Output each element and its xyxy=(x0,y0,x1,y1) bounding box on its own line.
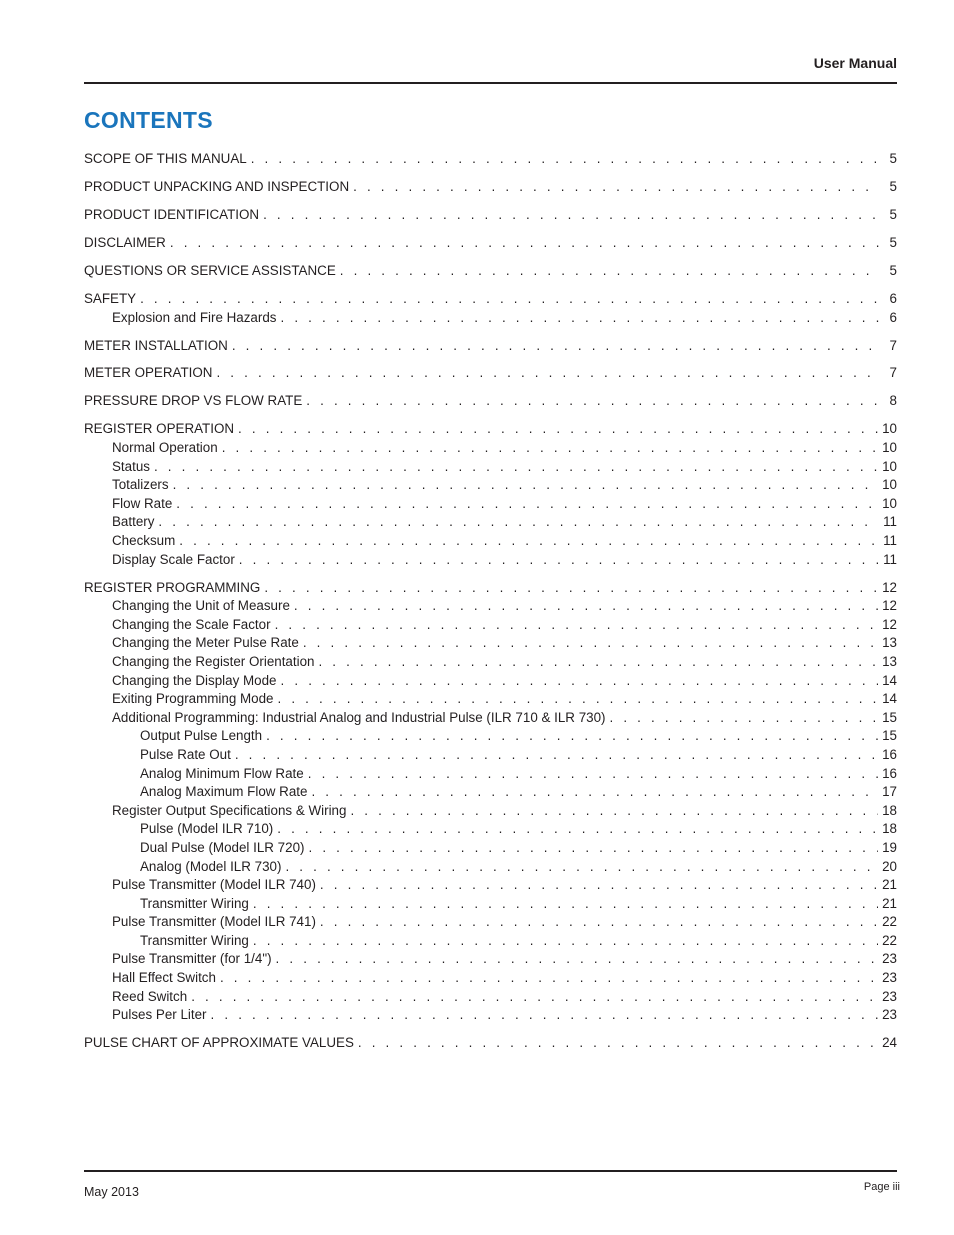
toc-entry-page: 5 xyxy=(889,234,897,250)
toc-entry[interactable] xyxy=(84,439,897,458)
toc-entry-page: 17 xyxy=(882,784,897,800)
toc-entry-title: Additional Programming: Industrial Analog and Industrial Pulse (ILR 710 & ILR 730) xyxy=(112,709,606,725)
toc-entry-title: Exiting Programming Mode xyxy=(112,691,274,707)
toc-entry[interactable] xyxy=(84,913,897,932)
toc-entry-title: DISCLAIMER xyxy=(84,234,166,250)
toc-entry-page: 10 xyxy=(882,477,897,493)
toc-entry-page: 5 xyxy=(889,178,897,194)
toc-entry[interactable] xyxy=(84,839,897,858)
toc-entry-title: REGISTER OPERATION xyxy=(84,421,235,437)
toc-entry[interactable] xyxy=(84,727,897,746)
toc-entry-page: 16 xyxy=(882,746,897,762)
toc-dot-leader xyxy=(140,290,879,309)
toc-dot-leader xyxy=(350,802,878,821)
toc-dot-leader xyxy=(158,513,879,532)
toc-entry-page: 6 xyxy=(889,309,897,325)
toc-dot-leader xyxy=(232,337,879,356)
toc-entry[interactable] xyxy=(84,579,897,598)
toc-entry-page: 11 xyxy=(883,551,897,567)
toc-dot-leader xyxy=(320,876,878,895)
toc-entry-page: 22 xyxy=(882,932,897,948)
toc-entry-title: Dual Pulse (Model ILR 720) xyxy=(140,839,305,855)
toc-entry[interactable] xyxy=(84,690,897,709)
toc-entry-page: 7 xyxy=(889,365,897,381)
toc-entry[interactable] xyxy=(84,783,897,802)
toc-dot-leader xyxy=(308,765,878,784)
toc-dot-leader xyxy=(170,234,879,253)
toc-dot-leader xyxy=(318,653,878,672)
toc-entry-title: Pulse Transmitter (for 1/4") xyxy=(112,951,272,967)
toc-dot-leader xyxy=(235,746,878,765)
toc-entry[interactable] xyxy=(84,765,897,784)
toc-dot-leader xyxy=(251,150,879,169)
toc-entry-page: 21 xyxy=(882,877,897,893)
toc-entry-title: PRODUCT IDENTIFICATION xyxy=(84,206,260,222)
toc-entry-title: QUESTIONS OR SERVICE ASSISTANCE xyxy=(84,262,336,278)
toc-dot-leader xyxy=(353,178,879,197)
toc-entry-title: Checksum xyxy=(112,533,176,549)
toc-dot-leader xyxy=(277,820,878,839)
toc-dot-leader xyxy=(179,532,879,551)
toc-entry-title: Analog Minimum Flow Rate xyxy=(140,765,304,781)
toc-entry-title: Changing the Unit of Measure xyxy=(112,598,290,614)
toc-dot-leader xyxy=(220,969,878,988)
toc-entry-title: PRODUCT UNPACKING AND INSPECTION xyxy=(84,178,350,194)
toc-entry-page: 23 xyxy=(882,970,897,986)
toc-dot-leader xyxy=(610,709,879,728)
toc-entry-title: Reed Switch xyxy=(112,988,188,1004)
toc-dot-leader xyxy=(309,839,879,858)
toc-dot-leader xyxy=(281,309,880,328)
toc-entry[interactable] xyxy=(84,551,897,570)
toc-entry-title: SAFETY xyxy=(84,290,137,306)
toc-entry-title: Pulses Per Liter xyxy=(112,1007,207,1023)
toc-entry-page: 10 xyxy=(882,440,897,456)
toc-entry-title: METER OPERATION xyxy=(84,365,213,381)
contents-heading: CONTENTS xyxy=(84,107,213,133)
toc-entry-title: SCOPE OF THIS MANUAL xyxy=(84,151,247,166)
toc-entry[interactable] xyxy=(84,820,897,839)
header-rule xyxy=(84,82,897,84)
toc-dot-leader xyxy=(285,858,878,877)
toc-dot-leader xyxy=(211,1006,879,1025)
toc-dot-leader xyxy=(306,392,879,411)
toc-entry-page: 10 xyxy=(882,421,897,437)
toc-entry-page: 23 xyxy=(882,951,897,967)
toc-entry-page: 15 xyxy=(882,728,897,744)
footer-page-number: Page iii xyxy=(863,1181,900,1193)
toc-dot-leader xyxy=(303,634,878,653)
toc-entry-page: 19 xyxy=(882,839,897,855)
toc-entry[interactable] xyxy=(84,634,897,653)
toc-entry[interactable] xyxy=(84,709,897,728)
toc-entry-page: 18 xyxy=(882,802,897,818)
toc-entry-title: Hall Effect Switch xyxy=(112,970,216,986)
toc-entry-title: Transmitter Wiring xyxy=(140,895,249,911)
toc-entry-page: 16 xyxy=(882,765,897,781)
toc-entry-title: Transmitter Wiring xyxy=(140,932,249,948)
toc-dot-leader xyxy=(311,783,878,802)
toc-entry[interactable] xyxy=(84,653,897,672)
toc-entry-title: Display Scale Factor xyxy=(112,551,235,567)
toc-entry-page: 12 xyxy=(882,579,897,595)
toc-entry-title: REGISTER PROGRAMMING xyxy=(84,579,261,595)
toc-entry[interactable] xyxy=(84,513,897,532)
toc-entry-page: 7 xyxy=(889,337,897,353)
footer-date: May 2013 xyxy=(84,1185,139,1199)
toc-dot-leader xyxy=(266,727,878,746)
toc-entry[interactable] xyxy=(84,969,897,988)
toc-entry[interactable] xyxy=(84,420,897,439)
toc-entry-title: Pulse Rate Out xyxy=(140,746,231,762)
toc-entry-page: 8 xyxy=(889,393,897,409)
toc-entry-page: 13 xyxy=(882,653,897,669)
toc-entry-page: 14 xyxy=(882,672,897,688)
toc-dot-leader xyxy=(154,458,878,477)
toc-entry-title: Analog (Model ILR 730) xyxy=(140,858,282,874)
toc-entry-title: Pulse Transmitter (Model ILR 741) xyxy=(112,914,316,930)
toc-dot-leader xyxy=(176,495,878,514)
toc-entry[interactable] xyxy=(84,458,897,477)
toc-entry-title: Status xyxy=(112,458,150,474)
toc-entry-page: 13 xyxy=(882,635,897,651)
toc-dot-leader xyxy=(264,579,878,598)
toc-entry[interactable] xyxy=(84,150,897,169)
toc-dot-leader xyxy=(320,913,878,932)
toc-entry[interactable] xyxy=(84,392,897,411)
toc-entry[interactable] xyxy=(84,476,897,495)
toc-dot-leader xyxy=(173,476,879,495)
toc-entry-title: Pulse (Model ILR 710) xyxy=(140,821,274,837)
toc-entry-title: Normal Operation xyxy=(112,440,218,456)
toc-entry-page: 15 xyxy=(882,709,897,725)
toc-entry-page: 10 xyxy=(882,458,897,474)
toc-entry[interactable] xyxy=(84,616,897,635)
toc-entry[interactable] xyxy=(84,309,897,328)
toc-dot-leader xyxy=(294,597,878,616)
toc-dot-leader xyxy=(278,690,879,709)
toc-entry[interactable] xyxy=(84,178,897,197)
toc-entry-page: 12 xyxy=(882,616,897,632)
toc-dot-leader xyxy=(358,1034,878,1053)
toc-entry[interactable] xyxy=(84,597,897,616)
toc-entry-page: 11 xyxy=(883,533,897,549)
toc-dot-leader xyxy=(253,932,878,951)
toc-entry-title: Analog Maximum Flow Rate xyxy=(140,784,308,800)
toc-entry[interactable] xyxy=(84,495,897,514)
toc-entry-title: Changing the Display Mode xyxy=(112,672,277,688)
toc-dot-leader xyxy=(253,895,878,914)
toc-entry-page: 22 xyxy=(882,914,897,930)
toc-dot-leader xyxy=(191,988,878,1007)
toc-entry[interactable] xyxy=(84,932,897,951)
toc-entry-title: Pulse Transmitter (Model ILR 740) xyxy=(112,877,316,893)
toc-entry-page: 12 xyxy=(882,598,897,614)
toc-dot-leader xyxy=(275,616,879,635)
toc-entry-title: Battery xyxy=(112,514,155,530)
toc-entry[interactable] xyxy=(84,988,897,1007)
toc-entry-page: 6 xyxy=(889,290,897,306)
toc-entry-title: PULSE CHART OF APPROXIMATE VALUES xyxy=(84,1035,354,1051)
toc-entry[interactable] xyxy=(84,337,897,356)
toc-entry-title: PRESSURE DROP VS FLOW RATE xyxy=(84,393,303,409)
toc-entry[interactable] xyxy=(84,1006,897,1025)
toc-entry[interactable] xyxy=(84,802,897,821)
toc-entry-page: 5 xyxy=(889,262,897,278)
toc-entry-page: 11 xyxy=(883,514,897,530)
toc-dot-leader xyxy=(276,950,879,969)
toc-entry-page: 14 xyxy=(882,691,897,707)
toc-entry-title: Changing the Register Orientation xyxy=(112,653,315,669)
toc-entry[interactable] xyxy=(84,876,897,895)
toc-entry-page: 23 xyxy=(882,988,897,1004)
toc-entry-title: Flow Rate xyxy=(112,495,173,511)
toc-entry-title: METER INSTALLATION xyxy=(84,337,228,353)
toc-dot-leader xyxy=(222,439,878,458)
toc-entry-page: 18 xyxy=(882,821,897,837)
toc-entry[interactable] xyxy=(84,290,897,309)
toc-entry-page: 23 xyxy=(882,1007,897,1023)
toc-dot-leader xyxy=(340,262,879,281)
toc-dot-leader xyxy=(238,420,878,439)
toc-entry[interactable] xyxy=(84,1034,897,1053)
toc-entry-page: 20 xyxy=(882,858,897,874)
toc-entry[interactable] xyxy=(84,262,897,281)
toc-dot-leader xyxy=(216,364,879,383)
toc-entry-title: Totalizers xyxy=(112,477,169,493)
table-of-contents xyxy=(84,150,897,1053)
toc-entry[interactable] xyxy=(84,532,897,551)
toc-entry-page: 21 xyxy=(882,895,897,911)
toc-entry-title: Changing the Meter Pulse Rate xyxy=(112,635,299,651)
toc-entry[interactable] xyxy=(84,950,897,969)
toc-dot-leader xyxy=(263,206,879,225)
toc-entry-page: 5 xyxy=(889,206,897,222)
toc-entry-title: Output Pulse Length xyxy=(140,728,263,744)
toc-entry[interactable] xyxy=(84,746,897,765)
toc-entry[interactable] xyxy=(84,672,897,691)
toc-entry[interactable] xyxy=(84,895,897,914)
toc-dot-leader xyxy=(281,672,879,691)
toc-entry[interactable] xyxy=(84,206,897,225)
toc-entry-page: 10 xyxy=(882,495,897,511)
toc-entry-title: Changing the Scale Factor xyxy=(112,616,271,632)
toc-entry[interactable] xyxy=(84,234,897,253)
toc-entry-title: Register Output Specifications & Wiring xyxy=(112,802,347,818)
toc-dot-leader xyxy=(239,551,879,570)
toc-entry-page: 5 xyxy=(889,151,897,166)
running-header-title: User Manual xyxy=(813,55,897,71)
toc-entry[interactable] xyxy=(84,364,897,383)
toc-entry-title: Explosion and Fire Hazards xyxy=(112,309,277,325)
toc-entry[interactable] xyxy=(84,858,897,877)
toc-entry-page: 24 xyxy=(882,1035,897,1051)
footer-rule xyxy=(84,1170,897,1172)
